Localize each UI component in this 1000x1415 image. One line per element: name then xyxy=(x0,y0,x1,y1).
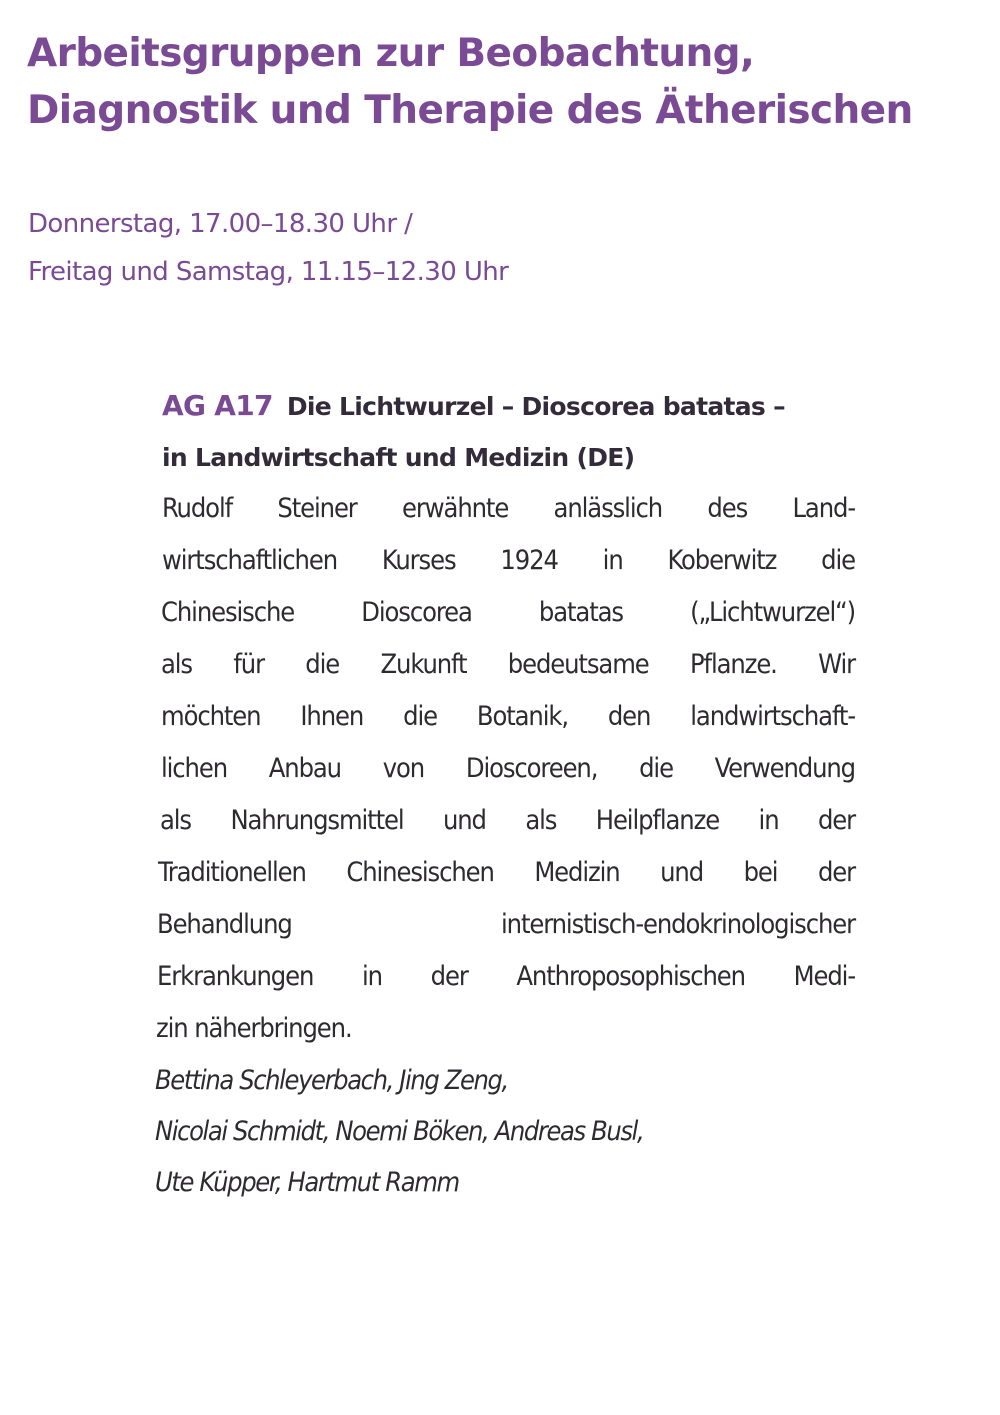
description-line: möchten Ihnen die Botanik, den landwirtschaft- xyxy=(161,701,855,732)
page-title-line: Diagnostik und Therapie des Ätherischen xyxy=(27,88,913,133)
author-line: Ute Küpper, Hartmut Ramm xyxy=(155,1167,459,1198)
description-line: Erkrankungen in der Anthroposophischen Medi- xyxy=(157,961,855,992)
page-title-line: Arbeitsgruppen zur Beobachtung, xyxy=(27,31,755,76)
workgroup-heading-line xyxy=(155,380,855,432)
workgroup-entry xyxy=(155,380,855,1208)
schedule xyxy=(28,200,828,296)
description-line: Behandlung internistisch-endokrinologischer xyxy=(157,909,855,940)
schedule-line: Donnerstag, 17.00–18.30 Uhr / xyxy=(28,209,413,239)
workgroup-title: Die Lichtwurzel – Dioscorea batatas – xyxy=(286,392,785,421)
workgroup-authors xyxy=(155,1055,855,1208)
description-line: wirtschaftlichen Kurses 1924 in Koberwitz die xyxy=(162,545,855,576)
author-line: Bettina Schleyerbach, Jing Zeng, xyxy=(155,1065,508,1096)
workgroup-heading xyxy=(155,380,855,483)
workgroup-code: AG A17 xyxy=(162,389,273,422)
page-title xyxy=(27,25,992,139)
description-line: zin näherbringen. xyxy=(156,1013,352,1044)
description-line: als Nahrungsmittel und als Heilpflanze in der xyxy=(160,805,855,836)
description-line: Rudolf Steiner erwähnte anlässlich des Land- xyxy=(162,493,855,524)
workgroup-title: in Landwirtschaft und Medizin (DE) xyxy=(162,443,635,472)
schedule-line: Freitag und Samstag, 11.15–12.30 Uhr xyxy=(28,257,509,287)
description-line: als für die Zukunft bedeutsame Pflanze. Wir xyxy=(161,649,855,680)
author-line: Nicolai Schmidt, Noemi Böken, Andreas Busl, xyxy=(155,1116,644,1147)
workgroup-description xyxy=(155,483,855,1055)
description-line: Traditionellen Chinesischen Medizin und bei der xyxy=(158,857,855,888)
description-line: lichen Anbau von Dioscoreen, die Verwendung xyxy=(161,753,855,784)
description-line: Chinesische Dioscorea batatas („Lichtwurzel“) xyxy=(161,597,855,628)
